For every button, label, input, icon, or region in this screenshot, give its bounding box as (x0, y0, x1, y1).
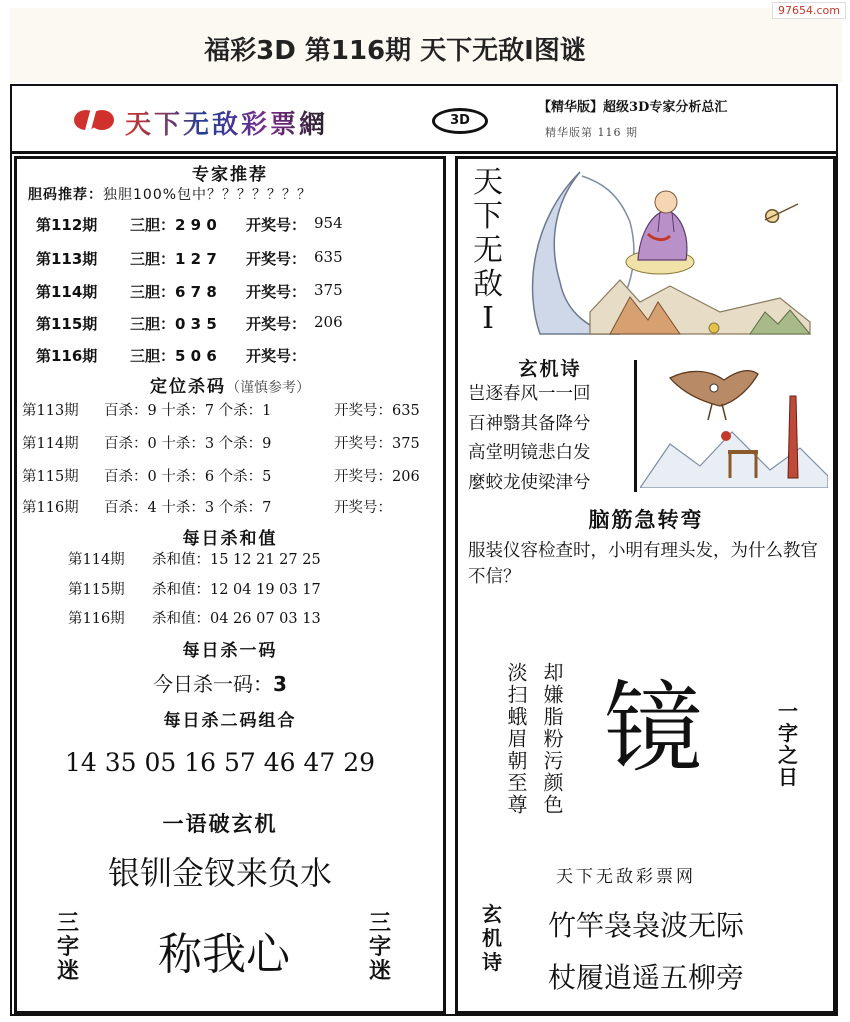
sum-row (68, 578, 321, 599)
char: 之 (778, 743, 798, 767)
edition-label: 【精华版】超级3D专家分析总汇 (538, 100, 728, 115)
period: 第114期 (36, 283, 98, 301)
kj-number: 635 (314, 248, 343, 266)
kill-values: 百杀：0 十杀：6 个杀：5 (104, 469, 272, 485)
position-row (22, 496, 442, 517)
char: 字 (56, 935, 79, 960)
position-row (22, 399, 442, 420)
period: 第115期 (36, 315, 98, 333)
san-dan: 三胆：5 0 6 (130, 347, 217, 365)
sage-illustration (520, 162, 820, 338)
sum-row (68, 607, 321, 628)
kill-one-line (14, 668, 426, 697)
period: 第116期 (68, 611, 125, 627)
kill-values: 百杀：9 十杀：7 个杀：1 (104, 403, 272, 419)
kill-values: 百杀：4 十杀：3 个杀：7 (104, 500, 272, 516)
expert-row (36, 345, 307, 366)
char: 下 (473, 199, 503, 234)
poem-line: 百神翳其备降兮 (468, 413, 591, 434)
poem-line: 高堂明镜悲白发 (468, 443, 591, 463)
poem-title: 玄机诗 (518, 358, 582, 380)
sum-row (68, 548, 321, 569)
kj-number: 开奖号：206 (334, 469, 420, 485)
dan-recommend (28, 184, 312, 204)
kill-two-title: 每日杀二码组合 (163, 711, 297, 731)
char: 玄 (482, 902, 502, 926)
sum-kill-title: 每日杀和值 (182, 529, 278, 549)
kj-number: 954 (314, 214, 343, 232)
position-row (22, 432, 442, 453)
char: 一 (778, 699, 798, 723)
expert-row (36, 313, 343, 334)
sum-values: 杀和值：15 12 21 27 25 (152, 552, 321, 568)
tianxia-title (470, 166, 506, 336)
kill-one-label: 今日杀一码： (153, 672, 274, 696)
page-title: 福彩3D 第116期 天下无敌Ⅰ图谜 (204, 36, 586, 66)
san-dan: 三胆：2 9 0 (130, 216, 217, 234)
char: 三 (56, 911, 79, 936)
expert-row (36, 281, 343, 302)
period: 第116期 (36, 347, 98, 365)
riddle-line: 银钏金钗来负水 (107, 854, 332, 892)
kill-two-numbers: 14 35 05 16 57 46 47 29 (64, 748, 376, 777)
poem-line: 岂逐春风一一回 (468, 384, 591, 404)
char: 三 (368, 911, 391, 936)
footer-poem (548, 900, 744, 1004)
period: 第114期 (22, 436, 79, 452)
char: Ⅰ (482, 301, 494, 336)
brain-teaser-title: 脑筋急转弯 (588, 508, 704, 532)
kj-number: 375 (314, 281, 343, 299)
footer-poem-line: 竹竿袅袅波无际 (548, 909, 745, 942)
kill-one-value: 3 (273, 672, 287, 696)
char: 迷 (56, 959, 79, 984)
position-row (22, 465, 442, 486)
position-kill-title: 定位杀码 (150, 377, 226, 397)
kill-one-title: 每日杀一码 (182, 641, 278, 661)
period: 第113期 (36, 250, 98, 268)
dan-label: 胆码推荐： (28, 187, 103, 203)
period: 第115期 (68, 582, 125, 598)
site-name-text: 天下无敌彩票網 (125, 110, 329, 140)
char: 迷 (368, 959, 391, 984)
char: 天 (473, 165, 503, 200)
three-char-riddle-right (362, 912, 398, 984)
expert-row (36, 248, 343, 269)
kj-label: 开奖号： (246, 250, 307, 268)
char: 字 (778, 721, 798, 745)
period: 第116期 (22, 500, 79, 516)
char: 诗 (482, 950, 502, 974)
watermark[interactable]: 97654.com (772, 2, 846, 19)
expert-title: 专家推荐 (192, 165, 268, 185)
3d-badge: 3D (432, 108, 488, 134)
one-char-riddle (768, 700, 808, 788)
kill-values: 百杀：0 十杀：3 个杀：9 (104, 436, 272, 452)
position-kill-header (14, 372, 446, 397)
char: 日 (778, 765, 798, 789)
lottery-logo-icon (72, 104, 120, 136)
riddle-answer: 称我心 (158, 929, 290, 980)
san-dan: 三胆：1 2 7 (130, 250, 217, 268)
vertical-poem-col-1: 淡扫蛾眉朝至尊 (504, 662, 528, 816)
bird-illustration (640, 366, 828, 488)
expert-row (36, 214, 343, 235)
period: 第112期 (36, 216, 98, 234)
issue-label: 精华版第 116 期 (545, 126, 638, 139)
kj-number: 开奖号： (334, 500, 392, 516)
poem-divider (634, 360, 637, 492)
sum-values: 杀和值：12 04 19 03 17 (152, 582, 321, 598)
footer-poem-line: 杖履逍遥五柳旁 (548, 961, 745, 994)
period: 第113期 (22, 403, 79, 419)
poem-lines (468, 380, 591, 498)
kj-label: 开奖号： (246, 315, 307, 333)
footer-poem-label (474, 902, 510, 974)
riddle-title: 一语破玄机 (162, 812, 278, 836)
site-name (125, 104, 328, 141)
period: 第115期 (22, 469, 79, 485)
period: 第114期 (68, 552, 125, 568)
vertical-poem-col-2: 却嫌脂粉污颜色 (540, 662, 564, 816)
kj-number: 开奖号：375 (334, 436, 420, 452)
three-char-riddle-left (50, 912, 86, 984)
footer-site-name: 天下无敌彩票网 (556, 867, 696, 887)
kj-label: 开奖号： (246, 283, 307, 301)
char: 敌 (473, 267, 503, 302)
poem-line: 麼蛟龙使梁津兮 (468, 472, 591, 493)
dan-value: 独胆100%包中？？？？？？？ (103, 187, 313, 203)
kj-number: 206 (314, 313, 343, 331)
san-dan: 三胆：6 7 8 (130, 283, 217, 301)
char: 无 (473, 233, 503, 268)
kj-label: 开奖号： (246, 216, 307, 234)
char: 机 (482, 926, 502, 950)
kj-number: 开奖号：635 (334, 403, 420, 419)
kj-label: 开奖号： (246, 347, 307, 365)
san-dan: 三胆：0 3 5 (130, 315, 217, 333)
char: 字 (368, 935, 391, 960)
position-kill-note: （谨慎参考） (226, 380, 310, 396)
sum-values: 杀和值：04 26 07 03 13 (152, 611, 321, 627)
brain-teaser-text: 服装仪容检查时，小明有理头发，为什么教官不信？ (468, 541, 818, 587)
big-character: 镜 (604, 672, 703, 786)
